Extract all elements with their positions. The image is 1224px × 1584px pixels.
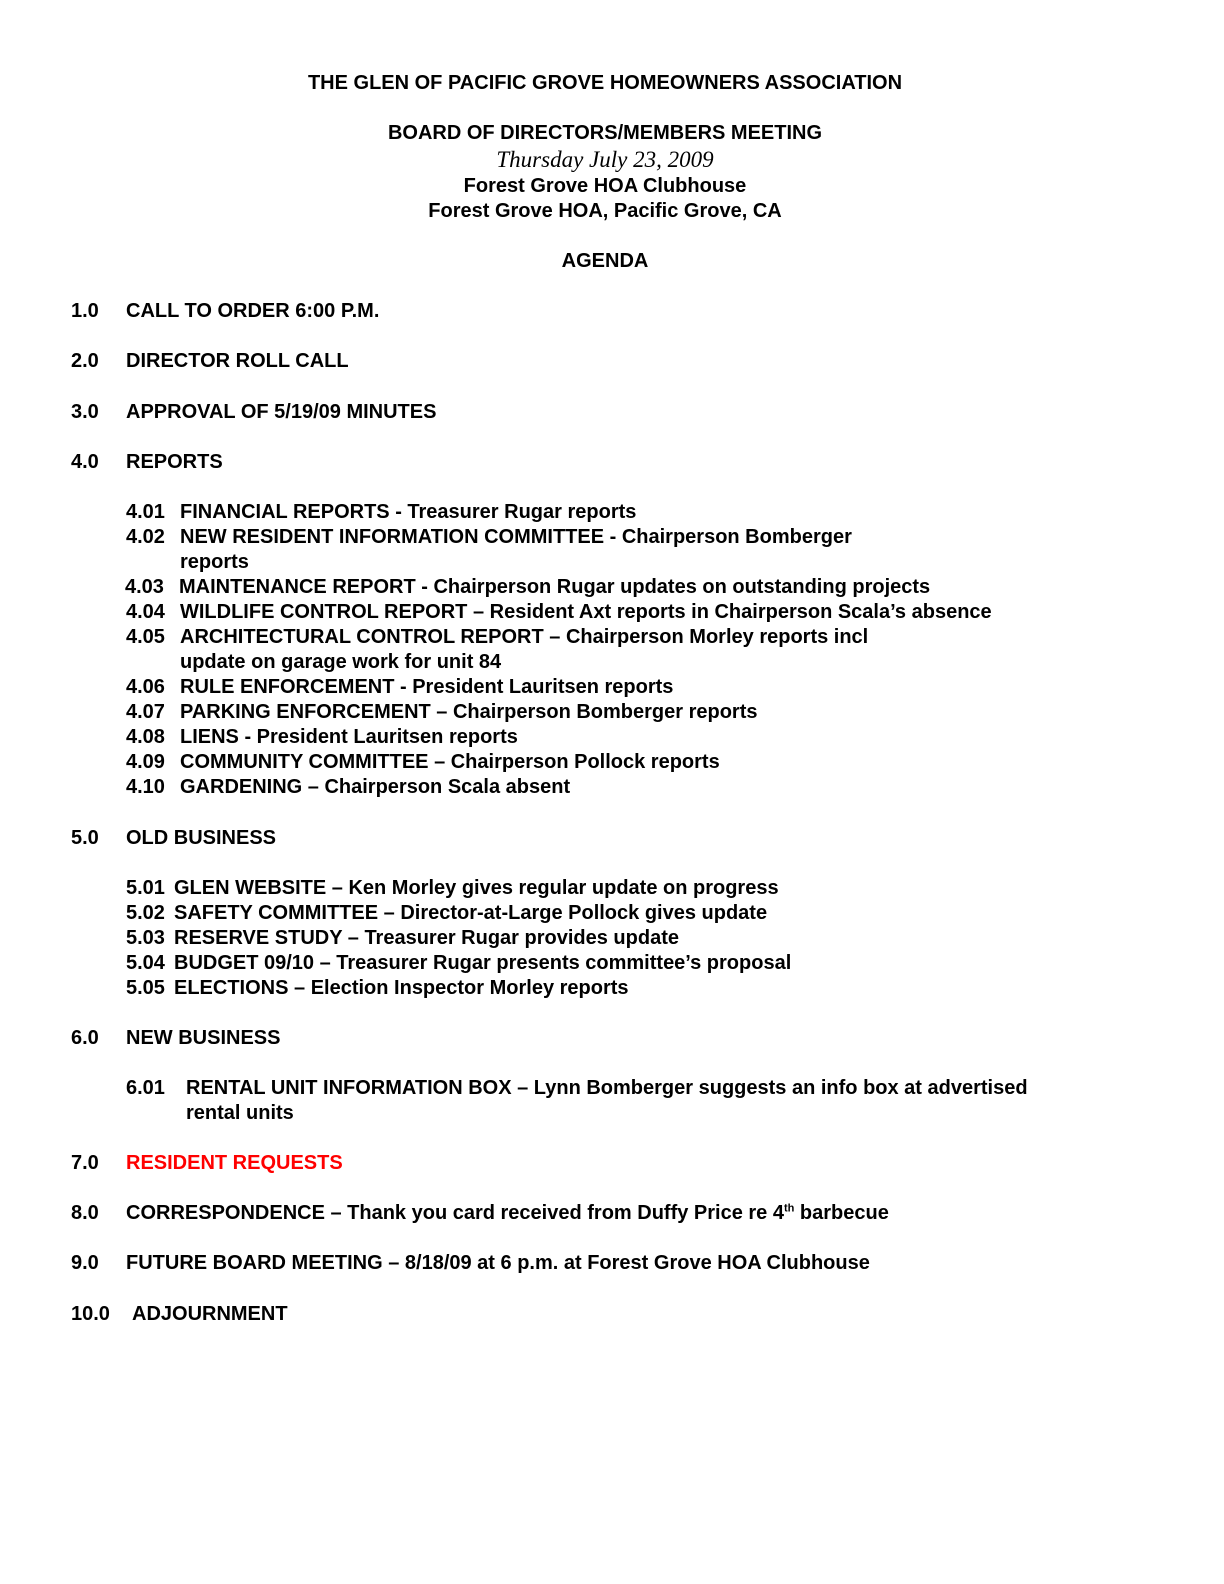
item-number: 4.09 — [126, 751, 165, 773]
section-number: 7.0 — [71, 1152, 99, 1174]
item-elections: ELECTIONS – Election Inspector Morley reports — [174, 977, 629, 999]
item-architectural-control: ARCHITECTURAL CONTROL REPORT – Chairperson Morley reports incl — [180, 626, 869, 648]
item-wildlife-control: WILDLIFE CONTROL REPORT – Resident Axt reports in Chairperson Scala’s absence — [180, 601, 992, 623]
agenda-heading: AGENDA — [561, 250, 649, 272]
meeting-date: Thursday July 23, 2009 — [496, 147, 714, 172]
item-number: 5.03 — [126, 927, 165, 949]
meeting-venue: Forest Grove HOA Clubhouse — [463, 175, 747, 197]
item-continuation: update on garage work for unit 84 — [180, 651, 502, 673]
meeting-location: Forest Grove HOA, Pacific Grove, CA — [428, 200, 782, 222]
section-call-to-order: CALL TO ORDER 6:00 P.M. — [126, 300, 380, 322]
section-number: 8.0 — [71, 1202, 99, 1224]
item-liens: LIENS - President Lauritsen reports — [180, 726, 518, 748]
item-number: 5.04 — [126, 952, 165, 974]
item-number: 4.04 — [126, 601, 165, 623]
section-number: 9.0 — [71, 1252, 99, 1274]
item-safety-committee: SAFETY COMMITTEE – Director-at-Large Pollock gives update — [174, 902, 768, 924]
item-number: 5.02 — [126, 902, 165, 924]
item-continuation: reports — [180, 551, 249, 573]
item-number: 4.08 — [126, 726, 165, 748]
item-reserve-study: RESERVE STUDY – Treasurer Rugar provides update — [174, 927, 679, 949]
item-number: 5.01 — [126, 877, 165, 899]
item-rule-enforcement: RULE ENFORCEMENT - President Lauritsen reports — [180, 676, 674, 698]
correspondence-text: CORRESPONDENCE – Thank you card received from Duffy Price re 4 — [126, 1202, 784, 1224]
section-reports: REPORTS — [126, 451, 223, 473]
item-number: 4.01 — [126, 501, 165, 523]
item-number: 4.10 — [126, 776, 165, 798]
section-new-business: NEW BUSINESS — [126, 1027, 281, 1049]
correspondence-text-end: barbecue — [794, 1202, 889, 1224]
item-rental-unit-box: RENTAL UNIT INFORMATION BOX – Lynn Bomberger suggests an info box at advertised — [186, 1077, 1028, 1099]
section-number: 5.0 — [71, 827, 99, 849]
item-community-committee: COMMUNITY COMMITTEE – Chairperson Pollock reports — [180, 751, 720, 773]
section-correspondence — [126, 1201, 889, 1226]
item-number: 5.05 — [126, 977, 165, 999]
item-financial-reports: FINANCIAL REPORTS - Treasurer Rugar reports — [180, 501, 637, 523]
section-number: 4.0 — [71, 451, 99, 473]
meeting-title: BOARD OF DIRECTORS/MEMBERS MEETING — [387, 122, 823, 144]
section-roll-call: DIRECTOR ROLL CALL — [126, 350, 349, 372]
item-budget: BUDGET 09/10 – Treasurer Rugar presents committee’s proposal — [174, 952, 792, 974]
item-parking-enforcement: PARKING ENFORCEMENT – Chairperson Bomberger reports — [180, 701, 758, 723]
item-number: 4.05 — [126, 626, 165, 648]
section-number: 10.0 — [71, 1303, 110, 1325]
section-adjournment: ADJOURNMENT — [132, 1303, 288, 1325]
item-glen-website: GLEN WEBSITE – Ken Morley gives regular update on progress — [174, 877, 779, 899]
item-new-resident-committee: NEW RESIDENT INFORMATION COMMITTEE - Chairperson Bomberger — [180, 526, 852, 548]
section-number: 6.0 — [71, 1027, 99, 1049]
item-maintenance-report: MAINTENANCE REPORT - Chairperson Rugar updates on outstanding projects — [179, 576, 931, 598]
org-name: THE GLEN OF PACIFIC GROVE HOMEOWNERS ASSOCIATION — [307, 72, 903, 94]
item-number: 4.06 — [126, 676, 165, 698]
section-future-meeting: FUTURE BOARD MEETING – 8/18/09 at 6 p.m. at Forest Grove HOA Clubhouse — [126, 1252, 870, 1274]
section-old-business: OLD BUSINESS — [126, 827, 277, 849]
section-number: 1.0 — [71, 300, 99, 322]
section-number: 2.0 — [71, 350, 99, 372]
ordinal-suffix: th — [783, 1202, 795, 1215]
item-gardening: GARDENING – Chairperson Scala absent — [180, 776, 571, 798]
item-number: 4.02 — [126, 526, 165, 548]
item-continuation: rental units — [186, 1102, 294, 1124]
item-number: 6.01 — [126, 1077, 165, 1099]
item-number: 4.03 — [125, 576, 164, 598]
section-approval-minutes: APPROVAL OF 5/19/09 MINUTES — [126, 401, 437, 423]
section-number: 3.0 — [71, 401, 99, 423]
item-number: 4.07 — [126, 701, 165, 723]
section-resident-requests: RESIDENT REQUESTS — [126, 1152, 343, 1174]
